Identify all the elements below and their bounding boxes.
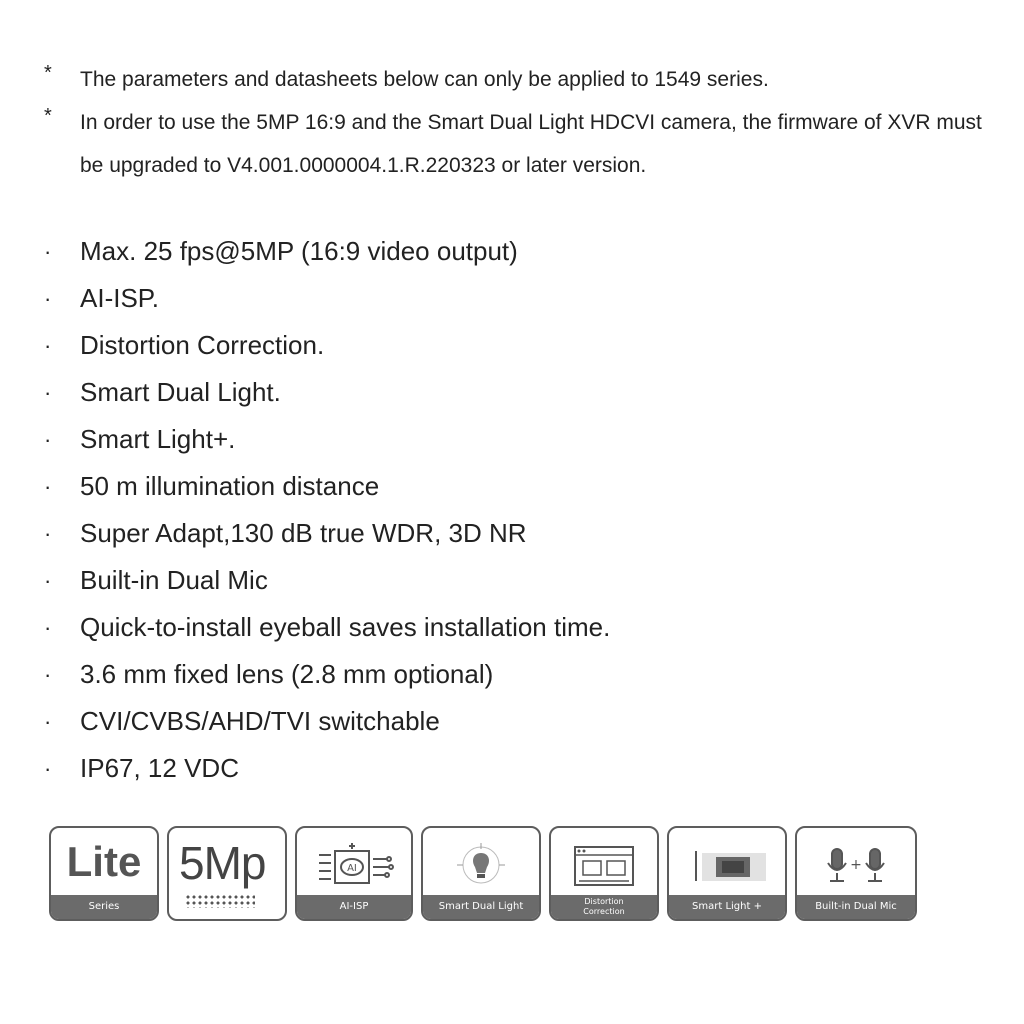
- feature-text: Built-in Dual Mic: [80, 565, 268, 595]
- feature-badges: [49, 826, 917, 921]
- lite-series-badge: [49, 826, 159, 921]
- list-item: [44, 510, 984, 557]
- lite-word: Lite: [66, 838, 142, 885]
- note-text: The parameters and datasheets below can only be applied to 1549 series.: [80, 68, 769, 91]
- ai-chip-icon: [297, 838, 411, 894]
- list-item: [44, 604, 984, 651]
- list-item: [44, 557, 984, 604]
- badge-label: Built-in Dual Mic: [797, 895, 915, 919]
- list-item: [44, 698, 984, 745]
- bullet-icon: ·: [44, 332, 52, 358]
- badge-label: Series: [51, 895, 157, 919]
- badge-label-line-2: Correction: [583, 907, 625, 916]
- distortion-correction-badge: [549, 826, 659, 921]
- smart-dual-light-badge: [421, 826, 541, 921]
- svg-text:+: +: [850, 857, 862, 873]
- list-item: [44, 651, 984, 698]
- asterisk-icon: *: [44, 62, 52, 84]
- 5mp-badge: [167, 826, 287, 921]
- bullet-icon: ·: [44, 708, 52, 734]
- ai-isp-badge: [295, 826, 413, 921]
- bullet-icon: ·: [44, 238, 52, 264]
- lightbulb-icon: [423, 838, 539, 894]
- bullet-icon: ·: [44, 426, 52, 452]
- asterisk-icon: *: [44, 105, 52, 127]
- bullet-icon: ·: [44, 755, 52, 781]
- mp-word: 5Mp: [179, 837, 266, 889]
- list-item: [44, 228, 984, 275]
- note-item: [44, 101, 984, 187]
- badge-label: [551, 895, 657, 919]
- bullet-icon: ·: [44, 285, 52, 311]
- badge-label: Smart Light +: [669, 895, 785, 919]
- pixel-grid-icon: [185, 894, 255, 908]
- svg-text:AI: AI: [347, 863, 357, 874]
- list-item: [44, 745, 984, 792]
- badge-label: AI-ISP: [297, 895, 411, 919]
- notes-list: [44, 58, 984, 187]
- feature-text: Super Adapt,130 dB true WDR, 3D NR: [80, 518, 527, 548]
- built-in-dual-mic-badge: [795, 826, 917, 921]
- list-item: [44, 322, 984, 369]
- bullet-icon: ·: [44, 520, 52, 546]
- feature-text: AI-ISP.: [80, 283, 160, 313]
- list-item: [44, 369, 984, 416]
- feature-text: 3.6 mm fixed lens (2.8 mm optional): [80, 659, 494, 689]
- list-item: [44, 275, 984, 322]
- feature-text: CVI/CVBS/AHD/TVI switchable: [80, 706, 440, 736]
- bullet-icon: ·: [44, 567, 52, 593]
- smart-light-plus-badge: [667, 826, 787, 921]
- note-text: In order to use the 5MP 16:9 and the Smart Dual Light HDCVI camera, the firmware of XVR must be upgraded to V4.001.0000004.1.R.220323 or later version.: [80, 111, 982, 177]
- bullet-icon: ·: [44, 661, 52, 687]
- feature-text: Max. 25 fps@5MP (16:9 video output): [80, 236, 518, 266]
- feature-text: 50 m illumination distance: [80, 471, 380, 501]
- feature-text: Quick-to-install eyeball saves installation time.: [80, 612, 611, 642]
- feature-list: [44, 228, 984, 792]
- list-item: [44, 463, 984, 510]
- feature-text: Smart Dual Light.: [80, 377, 281, 407]
- feature-text: Smart Light+.: [80, 424, 236, 454]
- microphone-icon: [797, 838, 915, 894]
- bullet-icon: ·: [44, 614, 52, 640]
- badge-label: Smart Dual Light: [423, 895, 539, 919]
- distortion-correction-icon: [551, 838, 657, 894]
- bullet-icon: ·: [44, 473, 52, 499]
- bullet-icon: ·: [44, 379, 52, 405]
- badge-label-line-1: Distortion: [584, 897, 624, 906]
- list-item: [44, 416, 984, 463]
- feature-text: Distortion Correction.: [80, 330, 325, 360]
- feature-text: IP67, 12 VDC: [80, 753, 239, 783]
- note-item: [44, 58, 984, 101]
- smart-light-icon: [669, 838, 785, 894]
